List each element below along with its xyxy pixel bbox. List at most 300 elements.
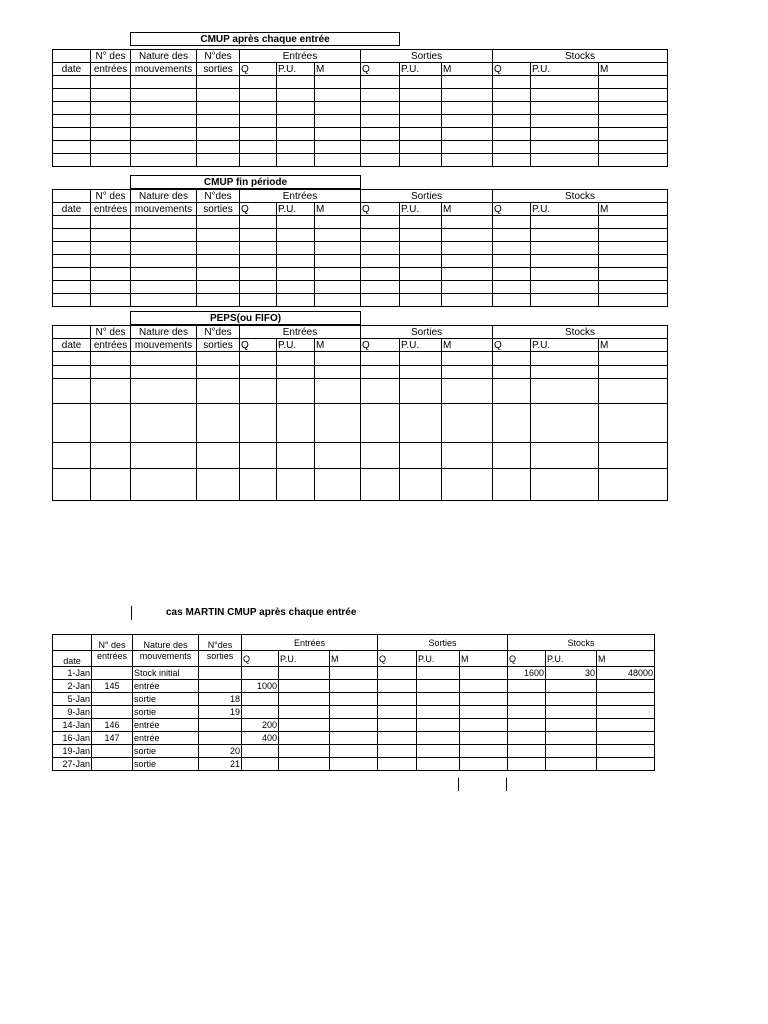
table-cell bbox=[240, 294, 277, 307]
cell-n-entree: 146 bbox=[92, 719, 133, 732]
cell-s-pu bbox=[546, 719, 597, 732]
table-cell bbox=[599, 268, 668, 281]
table-cell bbox=[53, 128, 91, 141]
header-st-q: Q bbox=[493, 203, 531, 216]
table-cell bbox=[197, 281, 240, 294]
header-nature: Nature des bbox=[131, 190, 197, 203]
table-cell bbox=[315, 229, 361, 242]
table-cell bbox=[240, 229, 277, 242]
cell-nature: sortie bbox=[133, 693, 199, 706]
table-cell bbox=[240, 89, 277, 102]
table-cell bbox=[330, 719, 378, 732]
header-e-pu: P.U. bbox=[279, 651, 330, 667]
table-cell bbox=[400, 268, 442, 281]
table-row bbox=[53, 255, 668, 268]
table-cell bbox=[330, 667, 378, 680]
header-nature-2: mouvements bbox=[131, 203, 197, 216]
table-cell bbox=[460, 667, 508, 680]
cell-s-q bbox=[508, 693, 546, 706]
header-date-label: date bbox=[53, 339, 91, 352]
table-cell bbox=[197, 255, 240, 268]
cell-s-m bbox=[597, 680, 655, 693]
table-cell bbox=[197, 128, 240, 141]
header-stocks: Stocks bbox=[508, 635, 655, 651]
table-row bbox=[53, 680, 655, 693]
header-stocks: Stocks bbox=[493, 326, 668, 339]
table-cell bbox=[460, 745, 508, 758]
header-n-entrees: N° des bbox=[91, 190, 131, 203]
header-stocks: Stocks bbox=[493, 190, 668, 203]
table-cell bbox=[131, 128, 197, 141]
cell-s-q bbox=[508, 758, 546, 771]
header-entrees: Entrées bbox=[242, 635, 378, 651]
table-cell bbox=[531, 294, 599, 307]
table-cell bbox=[131, 154, 197, 167]
table3-grid bbox=[52, 325, 668, 501]
header-st-pu: P.U. bbox=[531, 339, 599, 352]
table-cell bbox=[197, 89, 240, 102]
table-cell bbox=[599, 102, 668, 115]
cell-s-m bbox=[597, 693, 655, 706]
cell-s-q bbox=[508, 732, 546, 745]
table-row bbox=[53, 443, 668, 469]
cell-n-entree bbox=[92, 758, 133, 771]
header-e-pu: P.U. bbox=[277, 339, 315, 352]
table-cell bbox=[91, 154, 131, 167]
table-cell bbox=[315, 268, 361, 281]
table-cell bbox=[361, 229, 400, 242]
table-cell bbox=[417, 706, 460, 719]
table-row bbox=[53, 141, 668, 154]
martin-caption: cas MARTIN CMUP après chaque entrée bbox=[166, 607, 357, 618]
cell-cursor-line bbox=[131, 606, 132, 620]
table-cell bbox=[277, 154, 315, 167]
table-row bbox=[53, 379, 668, 404]
cell-s-m bbox=[597, 758, 655, 771]
table-cell bbox=[460, 706, 508, 719]
table-cell bbox=[315, 255, 361, 268]
header-n-sorties-2: sorties bbox=[197, 203, 240, 216]
table-cell bbox=[531, 102, 599, 115]
table-cell bbox=[279, 758, 330, 771]
table-cell bbox=[240, 76, 277, 89]
table-cell bbox=[400, 255, 442, 268]
table-row bbox=[53, 268, 668, 281]
table-cell bbox=[277, 141, 315, 154]
cell-date: 5-Jan bbox=[53, 693, 92, 706]
header-e-m: M bbox=[315, 339, 361, 352]
table-cell bbox=[91, 255, 131, 268]
table-cell bbox=[442, 115, 493, 128]
table-cell bbox=[53, 294, 91, 307]
table-row bbox=[53, 719, 655, 732]
table-cell bbox=[240, 281, 277, 294]
table-cell bbox=[277, 102, 315, 115]
table2-body bbox=[53, 216, 668, 307]
table-cell bbox=[91, 281, 131, 294]
table-cell bbox=[460, 758, 508, 771]
table-cell bbox=[240, 216, 277, 229]
table-row bbox=[53, 89, 668, 102]
table-cell bbox=[400, 128, 442, 141]
table-cell bbox=[240, 141, 277, 154]
table-row bbox=[53, 745, 655, 758]
table-cell bbox=[493, 216, 531, 229]
table-cell bbox=[240, 115, 277, 128]
cell-nature: sortie bbox=[133, 745, 199, 758]
cell-date: 2-Jan bbox=[53, 680, 92, 693]
table-cell bbox=[279, 706, 330, 719]
table-cell bbox=[91, 115, 131, 128]
header-e-q: Q bbox=[240, 339, 277, 352]
table-cell bbox=[131, 89, 197, 102]
header-n-entrees-2: entrées bbox=[91, 203, 131, 216]
header-n-entrees-2: entrées bbox=[92, 651, 133, 667]
table-row bbox=[53, 216, 668, 229]
cell-s-m bbox=[597, 745, 655, 758]
table-cell bbox=[277, 268, 315, 281]
header-sorties: Sorties bbox=[361, 50, 493, 63]
table-cell bbox=[417, 732, 460, 745]
header-nature-2: mouvements bbox=[131, 63, 197, 76]
table-cell bbox=[315, 89, 361, 102]
header-s-pu: P.U. bbox=[417, 651, 460, 667]
table-cell bbox=[91, 216, 131, 229]
cell-s-pu bbox=[546, 745, 597, 758]
table-cell bbox=[400, 294, 442, 307]
cell-eq: 1000 bbox=[242, 680, 279, 693]
table-cell bbox=[361, 141, 400, 154]
header-st-m: M bbox=[597, 651, 655, 667]
table-cell bbox=[91, 89, 131, 102]
header-st-m: M bbox=[599, 63, 668, 76]
header-s-pu: P.U. bbox=[400, 203, 442, 216]
cell-s-pu bbox=[546, 693, 597, 706]
cell-nature: entrée bbox=[133, 719, 199, 732]
header-st-q: Q bbox=[508, 651, 546, 667]
header-entrees: Entrées bbox=[240, 326, 361, 339]
table-cell bbox=[442, 281, 493, 294]
header-date bbox=[53, 635, 92, 651]
table-row bbox=[53, 154, 668, 167]
table-cell bbox=[599, 216, 668, 229]
header-e-pu: P.U. bbox=[277, 203, 315, 216]
table-cell bbox=[442, 102, 493, 115]
header-s-q: Q bbox=[361, 339, 400, 352]
table-cell bbox=[378, 719, 417, 732]
table-cell bbox=[599, 141, 668, 154]
table-cell bbox=[279, 693, 330, 706]
header-date bbox=[53, 326, 91, 339]
header-st-m: M bbox=[599, 339, 668, 352]
table-cell bbox=[531, 154, 599, 167]
table-cell bbox=[240, 268, 277, 281]
cell-n-sortie: 19 bbox=[199, 706, 242, 719]
table-cell bbox=[53, 115, 91, 128]
table-row bbox=[53, 281, 668, 294]
table-cell bbox=[493, 268, 531, 281]
cell-n-sortie bbox=[199, 680, 242, 693]
table-row bbox=[53, 404, 668, 443]
table-cell bbox=[531, 281, 599, 294]
table-cell bbox=[53, 281, 91, 294]
table-cell bbox=[131, 115, 197, 128]
cell-nature: entrée bbox=[133, 680, 199, 693]
header-e-q: Q bbox=[240, 203, 277, 216]
table-cell bbox=[531, 89, 599, 102]
table-cell bbox=[599, 281, 668, 294]
header-date-label: date bbox=[53, 203, 91, 216]
header-e-m: M bbox=[315, 203, 361, 216]
cell-s-pu: 30 bbox=[546, 667, 597, 680]
table-cell bbox=[131, 102, 197, 115]
cell-n-sortie: 18 bbox=[199, 693, 242, 706]
header-nature-2: mouvements bbox=[131, 339, 197, 352]
table-cell bbox=[417, 680, 460, 693]
table-cell bbox=[197, 268, 240, 281]
header-nature-2: mouvements bbox=[133, 651, 199, 667]
table-row bbox=[53, 352, 668, 366]
cell-n-entree bbox=[92, 693, 133, 706]
header-e-q: Q bbox=[242, 651, 279, 667]
table-cell bbox=[599, 115, 668, 128]
table-cell bbox=[417, 693, 460, 706]
table-cell bbox=[279, 667, 330, 680]
table-cell bbox=[53, 102, 91, 115]
table-cell bbox=[400, 141, 442, 154]
table-cell bbox=[240, 102, 277, 115]
table-cell bbox=[315, 128, 361, 141]
table-cell bbox=[361, 216, 400, 229]
cell-s-pu bbox=[546, 706, 597, 719]
cell-eq bbox=[242, 667, 279, 680]
table-cell bbox=[131, 216, 197, 229]
header-s-q: Q bbox=[361, 203, 400, 216]
header-date bbox=[53, 190, 91, 203]
cell-s-q bbox=[508, 745, 546, 758]
cell-s-m bbox=[597, 732, 655, 745]
cell-n-sortie bbox=[199, 719, 242, 732]
cell-date: 14-Jan bbox=[53, 719, 92, 732]
table-cell bbox=[53, 141, 91, 154]
table-row bbox=[53, 732, 655, 745]
table-cell bbox=[240, 128, 277, 141]
table-cell bbox=[277, 242, 315, 255]
header-s-m: M bbox=[442, 63, 493, 76]
table-cell bbox=[531, 242, 599, 255]
header-s-m: M bbox=[442, 203, 493, 216]
table-cell bbox=[460, 693, 508, 706]
cell-eq: 200 bbox=[242, 719, 279, 732]
cell-s-m bbox=[597, 706, 655, 719]
table-row bbox=[53, 469, 668, 501]
header-date-label: date bbox=[53, 651, 92, 667]
table-cell bbox=[361, 128, 400, 141]
table-cell bbox=[277, 294, 315, 307]
table-cell bbox=[599, 229, 668, 242]
table-cell bbox=[493, 255, 531, 268]
table-cell bbox=[131, 76, 197, 89]
table-row bbox=[53, 667, 655, 680]
table-cell bbox=[361, 76, 400, 89]
cell-date: 19-Jan bbox=[53, 745, 92, 758]
header-e-pu: P.U. bbox=[277, 63, 315, 76]
table-cell bbox=[91, 268, 131, 281]
header-nature: Nature des bbox=[131, 50, 197, 63]
header-s-pu: P.U. bbox=[400, 63, 442, 76]
table-cell bbox=[53, 216, 91, 229]
table-cell bbox=[599, 294, 668, 307]
table-cell bbox=[361, 102, 400, 115]
table-cell bbox=[197, 115, 240, 128]
cell-s-m: 48000 bbox=[597, 667, 655, 680]
header-st-m: M bbox=[599, 203, 668, 216]
table-cell bbox=[417, 719, 460, 732]
header-n-sorties: N°des bbox=[197, 326, 240, 339]
table-cell bbox=[442, 268, 493, 281]
header-st-pu: P.U. bbox=[531, 203, 599, 216]
table-cell bbox=[531, 128, 599, 141]
table-cell bbox=[361, 294, 400, 307]
cell-n-sortie: 20 bbox=[199, 745, 242, 758]
header-n-entrees: N° des bbox=[92, 635, 133, 651]
table-cell bbox=[361, 154, 400, 167]
cell-n-entree bbox=[92, 745, 133, 758]
table-row bbox=[53, 128, 668, 141]
table-cell bbox=[378, 758, 417, 771]
header-sorties: Sorties bbox=[378, 635, 508, 651]
cell-s-q bbox=[508, 680, 546, 693]
table-cell bbox=[277, 216, 315, 229]
table-cell bbox=[400, 154, 442, 167]
table-cell bbox=[361, 89, 400, 102]
table-cell bbox=[493, 115, 531, 128]
table-cell bbox=[442, 76, 493, 89]
table-cell bbox=[330, 680, 378, 693]
cell-date: 16-Jan bbox=[53, 732, 92, 745]
table-cell bbox=[460, 719, 508, 732]
table1-grid bbox=[52, 49, 668, 167]
header-s-q: Q bbox=[361, 63, 400, 76]
table-cell bbox=[599, 128, 668, 141]
cell-s-m bbox=[597, 719, 655, 732]
table-cell bbox=[91, 141, 131, 154]
table-cell bbox=[197, 229, 240, 242]
table-cell bbox=[131, 229, 197, 242]
table-cell bbox=[599, 242, 668, 255]
table-cell bbox=[315, 281, 361, 294]
cell-date: 1-Jan bbox=[53, 667, 92, 680]
header-date bbox=[53, 50, 91, 63]
table-cell bbox=[131, 294, 197, 307]
table-cell bbox=[315, 294, 361, 307]
table-cell bbox=[91, 242, 131, 255]
table-cell bbox=[53, 229, 91, 242]
cell-n-sortie bbox=[199, 667, 242, 680]
table-cell bbox=[442, 141, 493, 154]
cell-s-pu bbox=[546, 758, 597, 771]
cell-nature: sortie bbox=[133, 758, 199, 771]
table-cell bbox=[315, 115, 361, 128]
header-n-entrees-2: entrées bbox=[91, 63, 131, 76]
header-sorties: Sorties bbox=[361, 326, 493, 339]
cell-n-sortie bbox=[199, 732, 242, 745]
table-cell bbox=[378, 732, 417, 745]
table-cell bbox=[599, 76, 668, 89]
header-date-label: date bbox=[53, 63, 91, 76]
table-cell bbox=[315, 242, 361, 255]
header-s-pu: P.U. bbox=[400, 339, 442, 352]
header-n-sorties-2: sorties bbox=[197, 63, 240, 76]
table-cell bbox=[378, 680, 417, 693]
table-row bbox=[53, 693, 655, 706]
header-sorties: Sorties bbox=[361, 190, 493, 203]
table-cell bbox=[493, 141, 531, 154]
table-cell bbox=[91, 102, 131, 115]
cell-eq bbox=[242, 758, 279, 771]
header-n-entrees: N° des bbox=[91, 326, 131, 339]
table-cell bbox=[240, 242, 277, 255]
table-cell bbox=[417, 745, 460, 758]
table-cell bbox=[531, 229, 599, 242]
table-cell bbox=[442, 294, 493, 307]
table-row bbox=[53, 229, 668, 242]
table-cell bbox=[279, 732, 330, 745]
cell-n-entree: 145 bbox=[92, 680, 133, 693]
table-cell bbox=[442, 128, 493, 141]
table-cell bbox=[361, 255, 400, 268]
table-cell bbox=[330, 758, 378, 771]
table-cell bbox=[315, 102, 361, 115]
cell-s-q: 1600 bbox=[508, 667, 546, 680]
table-cell bbox=[277, 281, 315, 294]
table-cell bbox=[493, 89, 531, 102]
table-cell bbox=[53, 268, 91, 281]
table-row bbox=[53, 115, 668, 128]
table-cell bbox=[91, 128, 131, 141]
table-cell bbox=[400, 216, 442, 229]
table-cell bbox=[493, 154, 531, 167]
table-cell bbox=[279, 745, 330, 758]
table-row bbox=[53, 758, 655, 771]
table-cell bbox=[460, 732, 508, 745]
trailing-line-1 bbox=[458, 778, 459, 791]
header-e-q: Q bbox=[240, 63, 277, 76]
cell-s-pu bbox=[546, 732, 597, 745]
cell-date: 27-Jan bbox=[53, 758, 92, 771]
cell-s-q bbox=[508, 719, 546, 732]
table-cell bbox=[53, 154, 91, 167]
table-cell bbox=[197, 141, 240, 154]
table-cell bbox=[599, 154, 668, 167]
header-entrees: Entrées bbox=[240, 50, 361, 63]
table-row bbox=[53, 102, 668, 115]
cell-date: 9-Jan bbox=[53, 706, 92, 719]
header-s-m: M bbox=[460, 651, 508, 667]
table-cell bbox=[197, 102, 240, 115]
table-cell bbox=[493, 294, 531, 307]
header-n-sorties-2: sorties bbox=[199, 651, 242, 667]
table-cell bbox=[315, 76, 361, 89]
table-cell bbox=[197, 294, 240, 307]
table-row bbox=[53, 294, 668, 307]
table-cell bbox=[53, 255, 91, 268]
martin-body bbox=[53, 667, 655, 771]
table-cell bbox=[531, 115, 599, 128]
table-cell bbox=[417, 667, 460, 680]
table-cell bbox=[277, 89, 315, 102]
table2-title: CMUP fin période bbox=[130, 175, 361, 189]
